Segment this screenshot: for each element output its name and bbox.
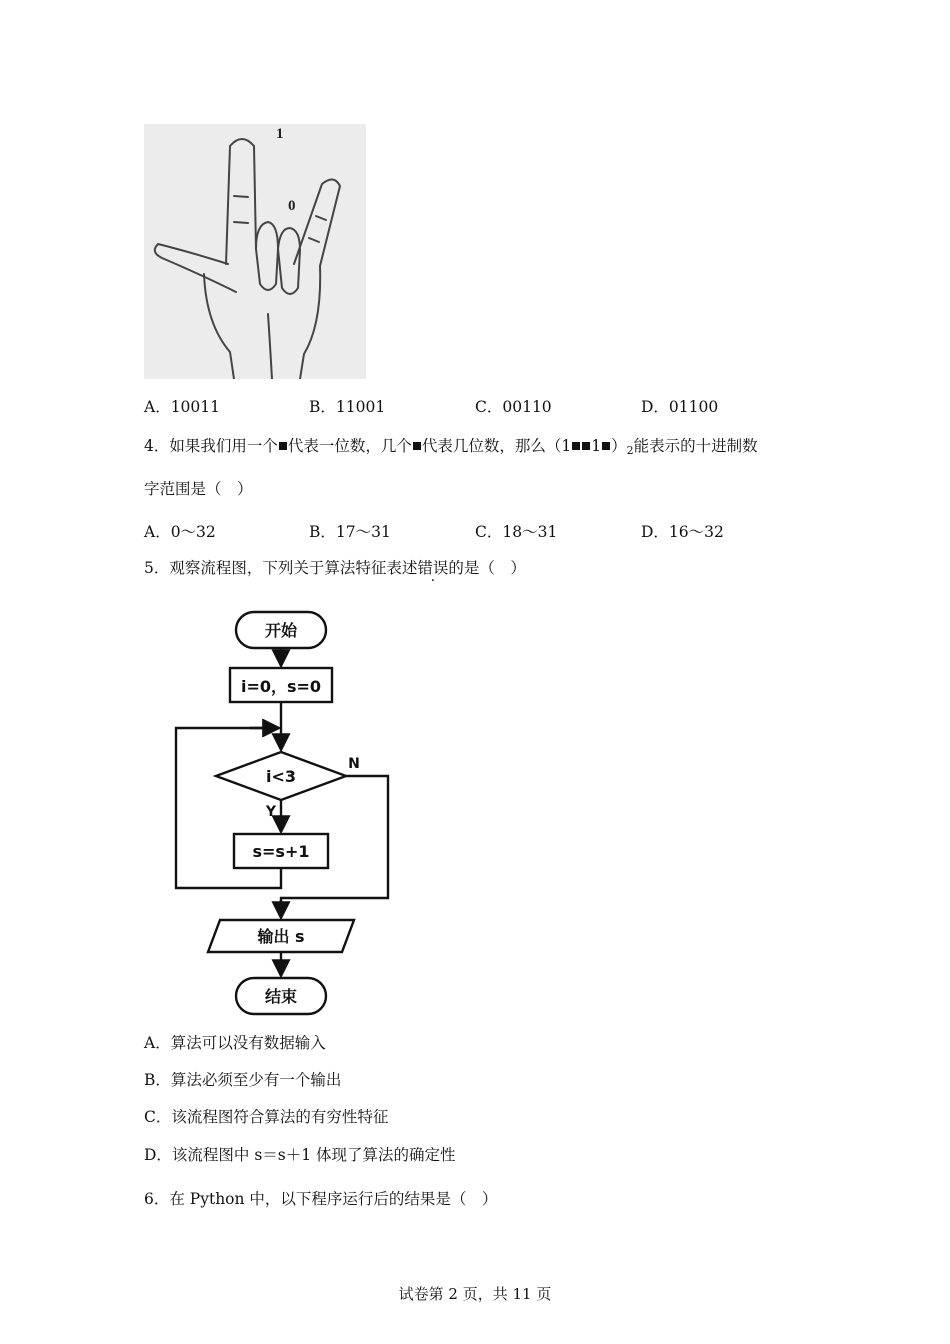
q5-stem <box>144 558 526 578</box>
q5-emphasis: 错误 <box>417 559 449 577</box>
flow-condition-label: i<3 <box>265 767 297 786</box>
q4-stem <box>144 436 758 461</box>
square-symbol <box>582 442 590 450</box>
q4-text-part3: 代表几位数，那么（1 <box>421 437 572 455</box>
q5-text-after: 的是（ ） <box>448 559 526 577</box>
q5-text-before: 5．观察流程图，下列关于算法特征表述 <box>144 559 418 577</box>
flow-body-label: s=s+1 <box>252 842 310 861</box>
flow-no-label: N <box>348 756 360 772</box>
square-symbol <box>413 442 421 450</box>
q4-option-d: D．16～32 <box>641 523 724 541</box>
q3-option-d: D．01100 <box>641 398 719 416</box>
square-symbol <box>572 442 580 450</box>
hand-label-one: 1 <box>276 126 284 142</box>
flow-start-label: 开始 <box>264 621 298 640</box>
q3-option-b: B．11001 <box>309 398 386 416</box>
q4-text-part4: 1 <box>591 437 602 455</box>
flow-end-label: 结束 <box>264 987 298 1006</box>
flow-output-label: 输出 s <box>257 927 305 946</box>
q5-option-a: A．算法可以没有数据输入 <box>144 1034 326 1052</box>
q4-text-part5: ） <box>611 437 627 455</box>
q4-option-b: B．17～31 <box>309 523 391 541</box>
flow-init-label: i=0，s=0 <box>240 677 322 696</box>
hand-figure <box>144 124 366 379</box>
hand-illustration <box>144 124 366 379</box>
q5-option-b: B．算法必须至少有一个输出 <box>144 1071 342 1089</box>
page-footer: 试卷第 2 页，共 11 页 <box>398 1285 552 1303</box>
q4-option-c: C．18～31 <box>475 523 558 541</box>
q3-option-a: A．10011 <box>144 398 221 416</box>
q5-option-c: C．该流程图符合算法的有穷性特征 <box>144 1108 389 1126</box>
hand-label-zero: 0 <box>288 198 296 214</box>
q4-stem-line2: 字范围是（ ） <box>144 480 253 498</box>
q4-text-part6: 能表示的十进制数 <box>633 437 758 455</box>
flowchart-diagram <box>150 600 400 1020</box>
q6-stem: 6．在 Python 中，以下程序运行后的结果是（ ） <box>144 1190 498 1208</box>
q4-text-part1: 4．如果我们用一个 <box>144 437 278 455</box>
flowchart <box>150 600 400 1020</box>
square-symbol <box>279 442 287 450</box>
q5-option-d: D．该流程图中 s＝s＋1 体现了算法的确定性 <box>144 1146 456 1164</box>
q4-subscript: 2 <box>626 444 634 457</box>
q4-text-part2: 代表一位数，几个 <box>287 437 412 455</box>
q4-option-a: A．0～32 <box>144 523 216 541</box>
flow-yes-label: Y <box>265 804 277 820</box>
square-symbol <box>602 442 610 450</box>
q3-option-c: C．00110 <box>475 398 552 416</box>
